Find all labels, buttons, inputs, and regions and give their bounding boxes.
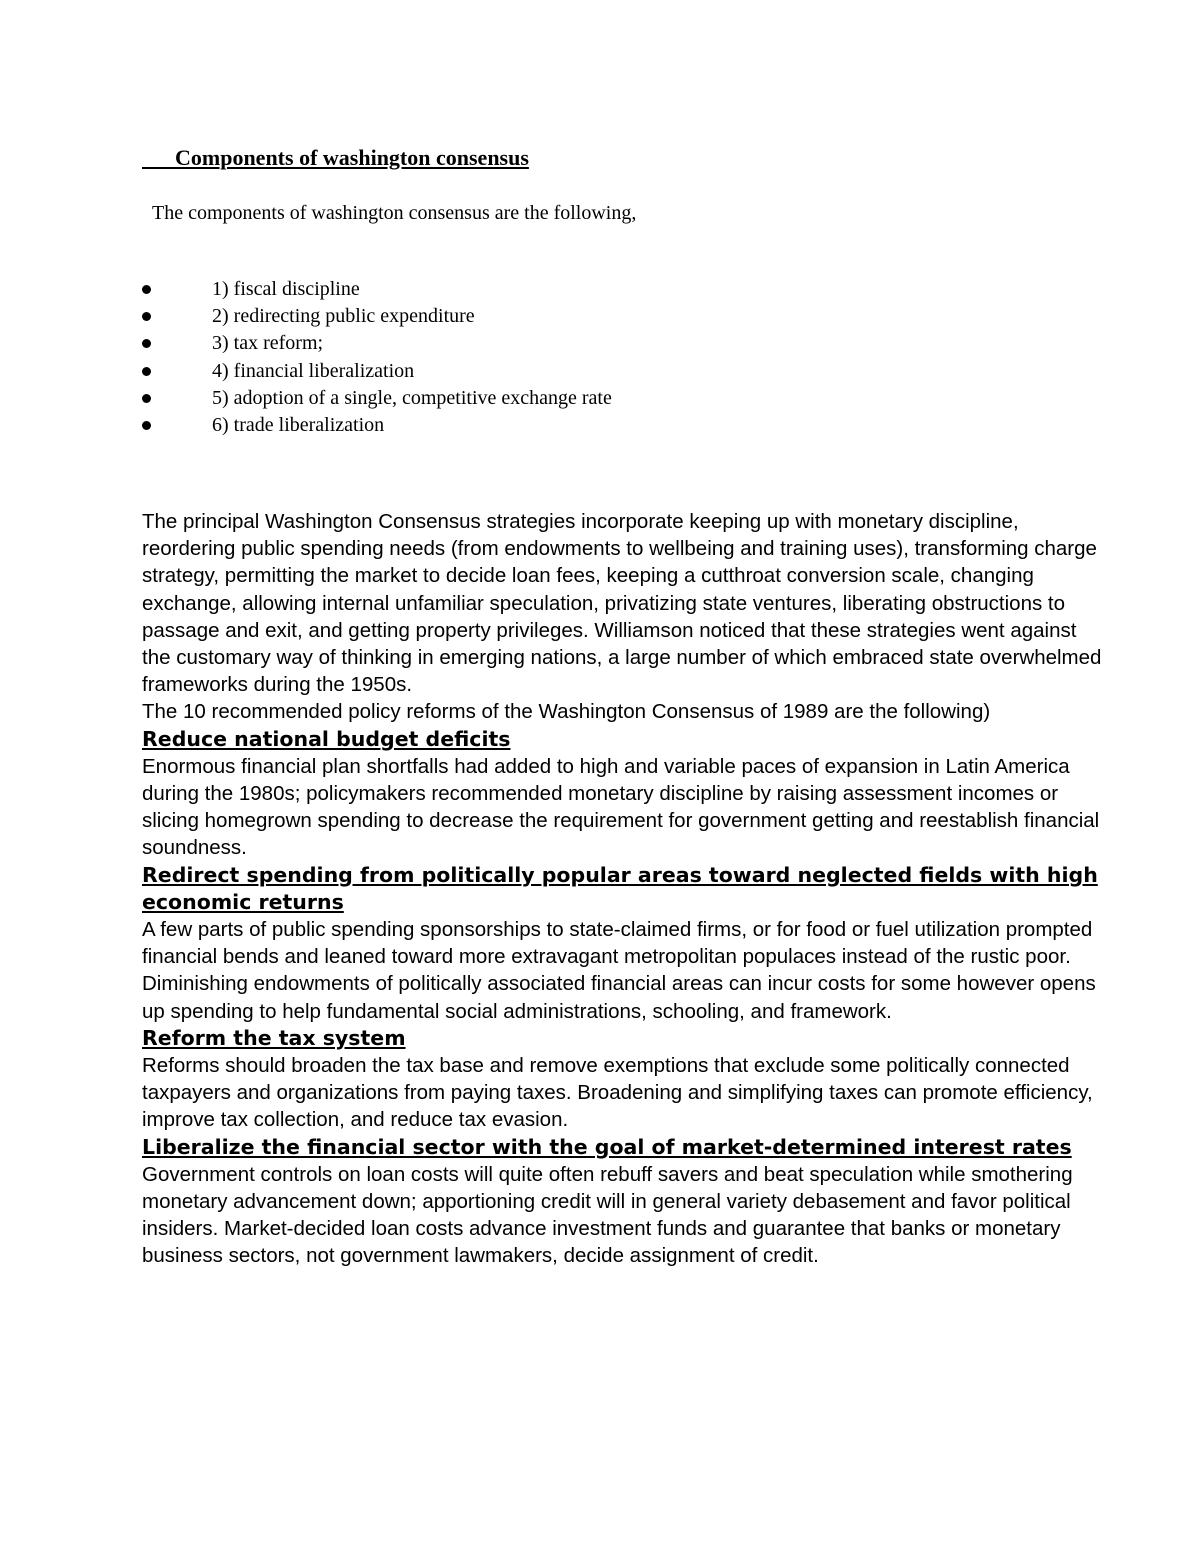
section-heading-tax-reform: Reform the tax system (142, 1025, 406, 1050)
list-item-text: 6) trade liberalization (212, 413, 385, 436)
bullet-icon (142, 367, 151, 376)
list-item-text: 2) redirecting public expenditure (212, 305, 475, 328)
bullet-icon (142, 421, 151, 430)
section-heading-redirect-spending: Redirect spending from politically popular areas toward neglected fields with high economic returns (142, 862, 1098, 914)
intro-text: The components of washington consensus are the following, (152, 202, 637, 224)
section-text-financial-sector: Government controls on loan costs will quite often rebuff savers and beat speculation while smothering monetary advancement down; apportioning credit will in general variety debasement and favor political insiders. Market-decided loan costs advance investment funds and guarantee that banks or monetary business sectors, not government lawmakers, decide assignment of credit. (142, 1162, 1073, 1268)
strategies-paragraph: The principal Washington Consensus strategies incorporate keeping up with monetary discipline, reordering public spending needs (from endowments to wellbeing and training uses), transforming charge strategy, permitting the market to decide loan fees, keeping a cutthroat conversion scale, changing exchange, allowing internal unfamiliar speculation, privatizing state ventures, liberating obstructions to passage and exit, and getting property privileges. Williamson noticed that these strategies went against the customary way of thinking in emerging nations, a large number of which embraced state overwhelmed frameworks during the 1950s. (142, 510, 1102, 697)
document-body (142, 508, 1102, 1270)
list-item-text: 5) adoption of a single, competitive exchange rate (212, 386, 612, 409)
section-text-tax-reform: Reforms should broaden the tax base and remove exemptions that exclude some politically connected taxpayers and organizations from paying taxes. Broadening and simplifying taxes can promote efficiency, improve tax collection, and reduce tax evasion. (142, 1054, 1093, 1132)
bullet-icon (142, 394, 151, 403)
section-text-redirect-spending: A few parts of public spending sponsorships to state-claimed firms, or for food or fuel utilization prompted financial bends and leaned toward more extravagant metropolitan populaces instead of the rustic poor. Diminishing endowments of politically associated financial areas can incur costs for some however opens up spending to help fundamental social administrations, schooling, and framework. (142, 918, 1096, 1023)
list-item-text: 3) tax reform; (212, 332, 324, 355)
section-heading-budget-deficits: Reduce national budget deficits (142, 726, 511, 751)
bullet-icon (142, 285, 151, 294)
reforms-intro-paragraph: The 10 recommended policy reforms of the Washington Consensus of 1989 are the following) (142, 700, 991, 724)
section-heading-financial-sector: Liberalize the financial sector with the goal of market-determined interest rates (142, 1134, 1072, 1159)
bullet-icon (142, 312, 151, 321)
list-item-text: 1) fiscal discipline (212, 278, 360, 300)
list-item-text: 4) financial liberalization (212, 359, 415, 382)
bullet-icon (142, 339, 151, 348)
document-title: Components of washington consensus (142, 145, 529, 170)
section-text-budget-deficits: Enormous financial plan shortfalls had added to high and variable paces of expansion in Latin America during the 1980s; policymakers recommended monetary discipline by raising assessment incomes or slicing homegrown spending to decrease the requirement for government getting and reestablish financial soundness. (142, 754, 1100, 860)
